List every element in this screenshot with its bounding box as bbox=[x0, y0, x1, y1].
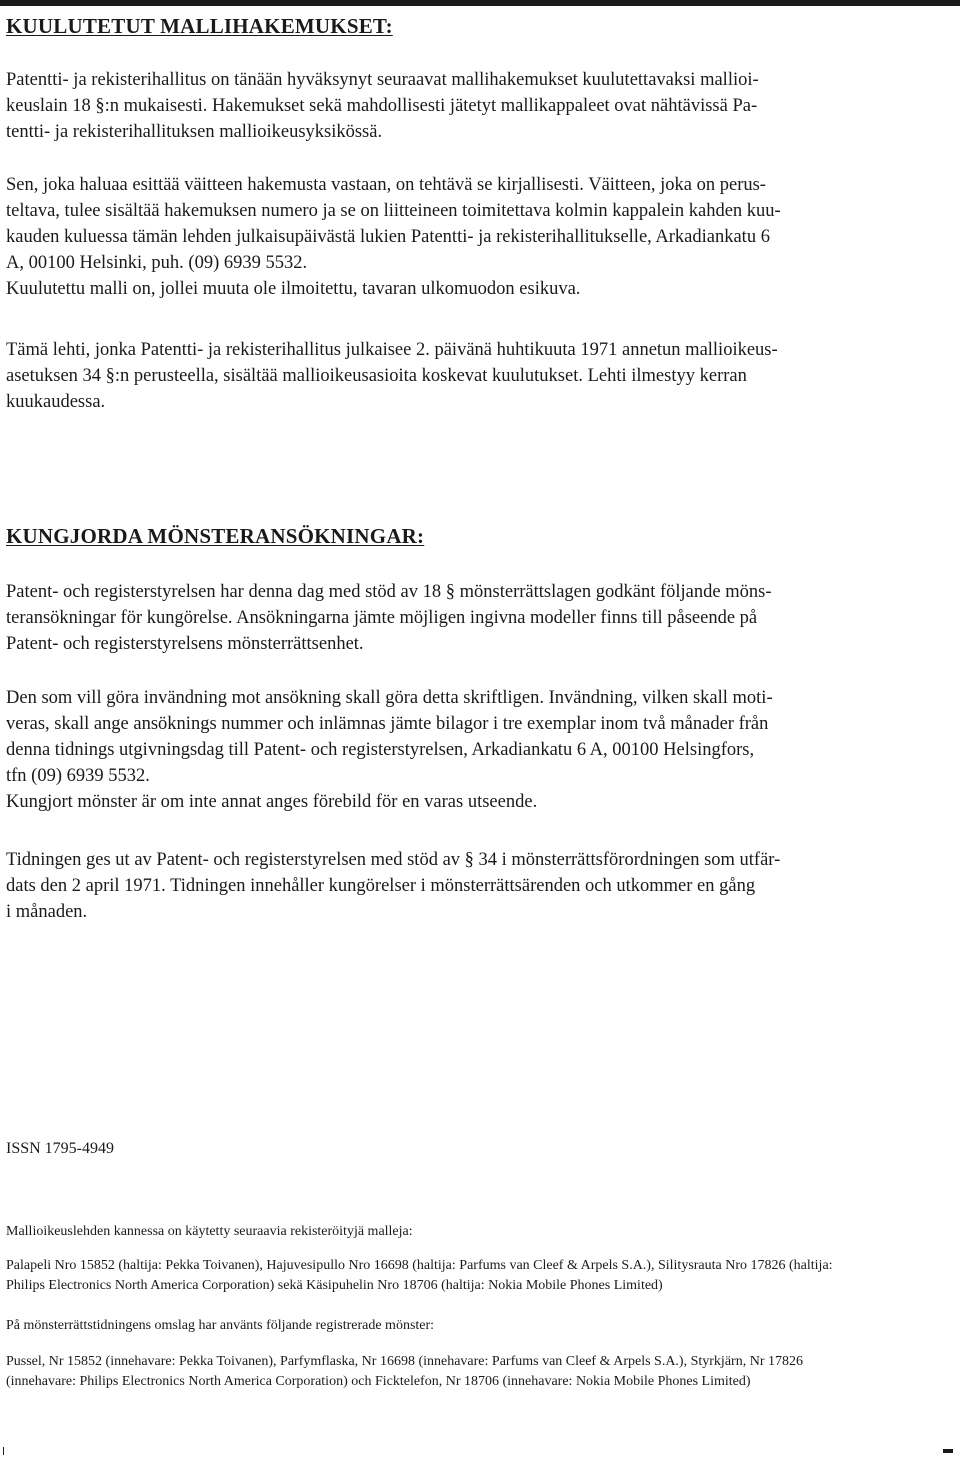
finnish-intro-paragraph bbox=[6, 67, 952, 145]
text-line: kuukaudessa. bbox=[6, 392, 106, 412]
text-line: Pussel, Nr 15852 (innehavare: Pekka Toivanen), Parfymflaska, Nr 16698 (innehavare: Parfums van Cleef & Arpels S.A.), Styrkjärn, Nr 17826 bbox=[6, 1354, 803, 1369]
swedish-section-heading: KUNGJORDA MÖNSTERANSÖKNINGAR: bbox=[6, 524, 425, 548]
text-line: tentti- ja rekisterihallituksen mallioikeusyksikössä. bbox=[6, 122, 383, 142]
text-line: i månaden. bbox=[6, 902, 88, 922]
finnish-section-heading: KUULUTETUT MALLIHAKEMUKSET: bbox=[6, 14, 393, 38]
issn-number: ISSN 1795-4949 bbox=[6, 1140, 115, 1157]
text-line: (innehavare: Philips Electronics North America Corporation) och Ficktelefon, Nr 18706 (innehavare: Nokia Mobile Phones Limited) bbox=[6, 1374, 751, 1389]
text-line: Kungjort mönster är om inte annat anges förebild för en varas utseende. bbox=[6, 792, 538, 812]
text-line: Philips Electronics North America Corporation) sekä Käsipuhelin Nro 18706 (haltija: Nokia Mobile Phones Limited) bbox=[6, 1278, 663, 1293]
text-line: Kuulutettu malli on, jollei muuta ole ilmoitettu, tavaran ulkomuodon esikuva. bbox=[6, 279, 581, 299]
text-line: Patentti- ja rekisterihallitus on tänään hyväksynyt seuraavat mallihakemukset kuulutettavaksi mallioi- bbox=[6, 70, 759, 90]
text-line: A, 00100 Helsinki, puh. (09) 6939 5532. bbox=[6, 253, 308, 273]
text-line: Palapeli Nro 15852 (haltija: Pekka Toivanen), Hajuvesipullo Nro 16698 (haltija: Parfums van Cleef & Arpels S.A.), Silitysrauta Nro 17826 (haltija: bbox=[6, 1258, 833, 1273]
text-line: teltava, tulee sisältää hakemuksen numero ja se on liitteineen toimitettava kolmin kappalein kahden kuu- bbox=[6, 201, 781, 221]
text-line: dats den 2 april 1971. Tidningen innehåller kungörelser i mönsterrättsärenden och utkommer en gång bbox=[6, 876, 756, 896]
swedish-publication-paragraph bbox=[6, 847, 952, 925]
crop-mark-right bbox=[943, 1449, 953, 1453]
text-line: asetuksen 34 §:n perusteella, sisältää mallioikeusasioita koskevat kuulutukset. Lehti ilmestyy kerran bbox=[6, 366, 747, 386]
cover-designs-swedish-list bbox=[6, 1352, 952, 1392]
text-line: kauden kuluessa tämän lehden julkaisupäivästä lukien Patentti- ja rekisterihallitukselle, Arkadiankatu 6 bbox=[6, 227, 770, 247]
text-line: Patent- och registerstyrelsens mönsterrättsenhet. bbox=[6, 634, 364, 654]
text-line: Den som vill göra invändning mot ansökning skall göra detta skriftligen. Invändning, vilken skall moti- bbox=[6, 688, 773, 708]
text-line: teransökningar för kungörelse. Ansökningarna jämte möjligen ingivna modeller finns till påseende på bbox=[6, 608, 758, 628]
text-line: Sen, joka haluaa esittää väitteen hakemusta vastaan, on tehtävä se kirjallisesti. Väitteen, joka on perus- bbox=[6, 175, 766, 195]
text-line: denna tidnings utgivningsdag till Patent- och registerstyrelsen, Arkadiankatu 6 A, 00100 Helsingfors, bbox=[6, 740, 755, 760]
text-line: Tidningen ges ut av Patent- och registerstyrelsen med stöd av § 34 i mönsterrättsförordningen som utfär- bbox=[6, 850, 781, 870]
text-line: Patent- och registerstyrelsen har denna dag med stöd av 18 § mönsterrättslagen godkänt följande möns- bbox=[6, 582, 772, 602]
text-line: Tämä lehti, jonka Patentti- ja rekisterihallitus julkaisee 2. päivänä huhtikuuta 1971 annetun mallioikeus- bbox=[6, 340, 778, 360]
finnish-publication-paragraph bbox=[6, 337, 952, 415]
text-line: tfn (09) 6939 5532. bbox=[6, 766, 150, 786]
top-rule bbox=[0, 0, 960, 6]
text-line: veras, skall ange ansöknings nummer och inlämnas jämte bilagor i tre exemplar inom två månader från bbox=[6, 714, 769, 734]
cover-designs-swedish-heading: På mönsterrättstidningens omslag har använts följande registrerade mönster: bbox=[6, 1318, 435, 1333]
crop-mark-left bbox=[3, 1447, 4, 1455]
swedish-objection-paragraph bbox=[6, 685, 952, 815]
cover-designs-finnish-list bbox=[6, 1256, 952, 1296]
text-line: keuslain 18 §:n mukaisesti. Hakemukset sekä mahdollisesti jätetyt mallikappaleet ovat nähtävissä Pa- bbox=[6, 96, 758, 116]
finnish-objection-paragraph bbox=[6, 172, 952, 302]
swedish-intro-paragraph bbox=[6, 579, 952, 657]
cover-designs-finnish-heading: Mallioikeuslehden kannessa on käytetty seuraavia rekisteröityjä malleja: bbox=[6, 1224, 413, 1239]
